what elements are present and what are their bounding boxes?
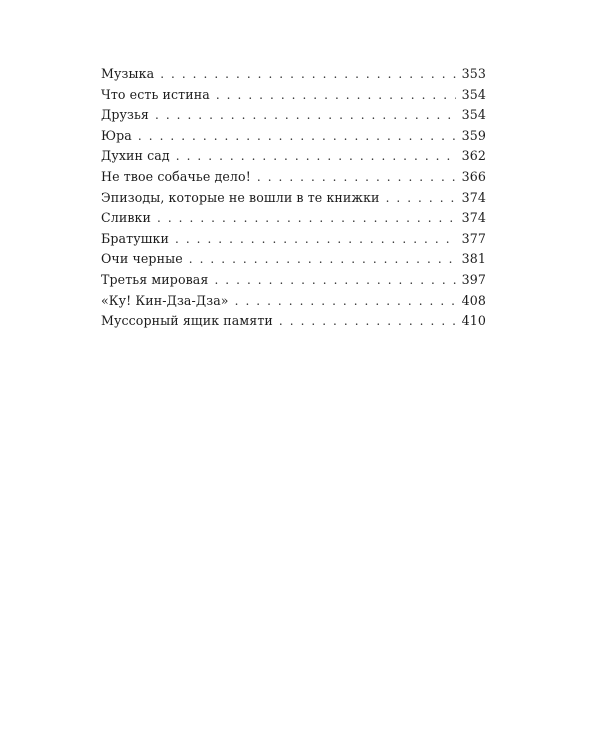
- toc-entry-title: Эпизоды, которые не вошли в те книжки: [101, 189, 380, 205]
- toc-entry: [101, 128, 486, 149]
- dot-leader: [160, 67, 455, 81]
- toc-entry-title: Музыка: [101, 66, 155, 81]
- dot-leader: [176, 149, 456, 163]
- dot-leader: [155, 108, 456, 122]
- toc-entry-page: 366: [461, 168, 486, 184]
- toc-entry: [101, 293, 486, 314]
- dot-leader: [138, 129, 456, 143]
- toc-entry-page: 354: [461, 86, 486, 102]
- toc-entry: [101, 272, 486, 293]
- toc-entry-page: 353: [461, 66, 486, 81]
- toc-entry-page: 381: [461, 251, 486, 267]
- toc-entry-page: 354: [461, 107, 486, 123]
- dot-leader: [279, 314, 456, 328]
- toc-entry-title: Юра: [101, 127, 132, 143]
- toc-entry: [101, 210, 486, 231]
- toc-entry-title: Третья мировая: [101, 271, 209, 287]
- dot-leader: [257, 170, 456, 184]
- toc-entry: [101, 169, 486, 190]
- dot-leader: [386, 191, 456, 205]
- toc-entry: [101, 107, 486, 128]
- toc-entry-page: 374: [461, 189, 486, 205]
- toc-entry: [101, 251, 486, 272]
- toc-entry: [101, 148, 486, 169]
- dot-leader: [214, 273, 455, 287]
- toc-entry-page: 397: [461, 271, 486, 287]
- toc-entry-title: Духин сад: [101, 148, 170, 164]
- toc-entry: [101, 66, 486, 87]
- toc-entry: [101, 190, 486, 211]
- toc-entry-title: Муссорный ящик памяти: [101, 313, 273, 329]
- dot-leader: [216, 88, 456, 102]
- dot-leader: [235, 294, 456, 308]
- dot-leader: [175, 232, 456, 246]
- toc-entry: [101, 313, 486, 334]
- toc-entry-page: 410: [461, 313, 486, 329]
- toc-entry-title: Что есть истина: [101, 86, 210, 102]
- dot-leader: [157, 211, 456, 225]
- toc-entry-title: Не твое собачье дело!: [101, 168, 251, 184]
- toc-entry: [101, 87, 486, 108]
- toc-entry-page: 362: [461, 148, 486, 164]
- toc-entry-page: 374: [461, 210, 486, 226]
- toc-entry-title: Очи черные: [101, 251, 183, 267]
- toc-entry-page: 359: [461, 127, 486, 143]
- dot-leader: [189, 252, 456, 266]
- toc-entry-title: «Ку! Кин-Дза-Дза»: [101, 292, 229, 308]
- toc-entry-page: 377: [461, 230, 486, 246]
- toc-entry: [101, 231, 486, 252]
- toc-entry-title: Друзья: [101, 107, 149, 123]
- table-of-contents: [101, 66, 486, 334]
- toc-entry-page: 408: [461, 292, 486, 308]
- toc-entry-title: Сливки: [101, 210, 151, 226]
- toc-entry-title: Братушки: [101, 230, 169, 246]
